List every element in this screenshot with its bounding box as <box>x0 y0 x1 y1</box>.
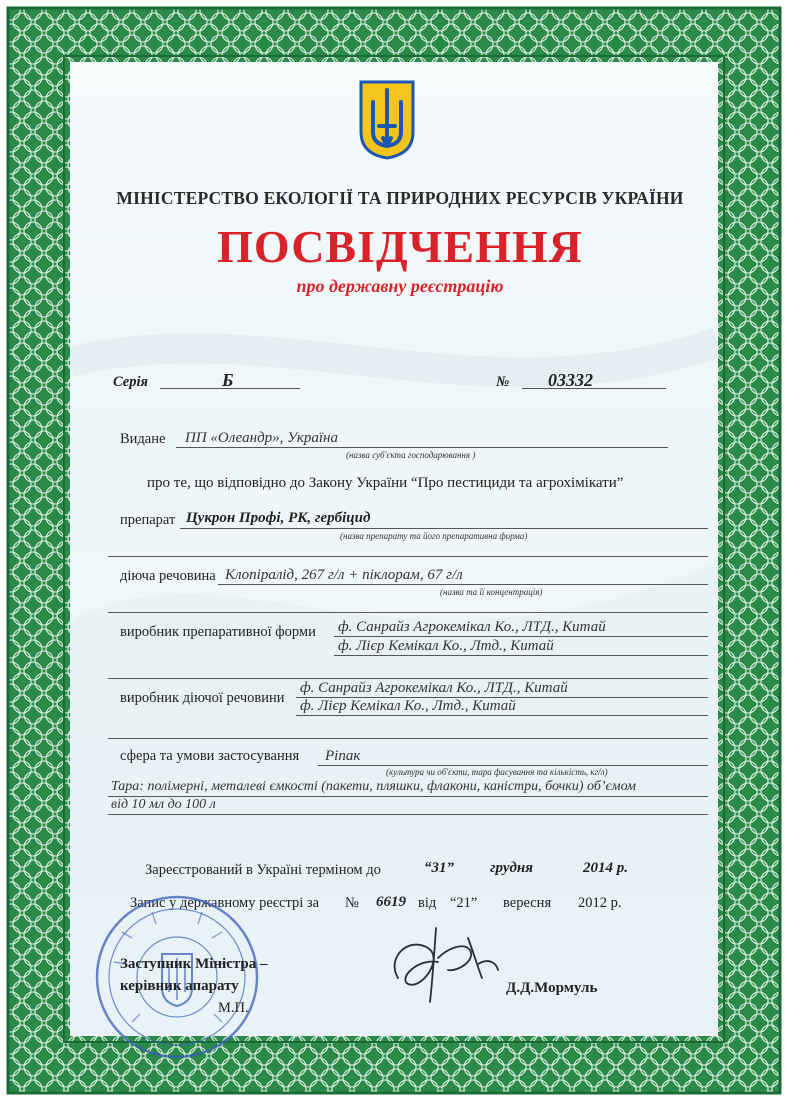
packaging-line1: Тара: полімерні, металеві ємкості (пакети, пляшки, флакони, каністри, бочки) об’ємом <box>111 779 636 794</box>
term-label: Зареєстрований в Україні терміном до <box>145 862 381 878</box>
registry-no-label: № <box>345 895 359 911</box>
term-year: 2014 р. <box>583 860 628 876</box>
handwritten-signature-icon <box>378 918 508 1008</box>
registry-label: Запис у державному реєстрі за <box>130 895 320 911</box>
formulation-manufacturer-label: виробник препаративної форми <box>120 624 316 640</box>
term-day: “31” <box>424 860 454 876</box>
formulation-manufacturer-line2: ф. Лієр Кемікал Ко., Лтд., Китай <box>338 638 554 654</box>
active-substance-label: діюча речовина <box>120 568 216 584</box>
certificate-subtitle: про державну реєстрацію <box>296 276 504 296</box>
ministry-name: МІНІСТЕРСТВО ЕКОЛОГІЇ ТА ПРИРОДНИХ РЕСУРСІВ УКРАЇНИ <box>116 188 684 208</box>
substance-manufacturer-label: виробник діючої речовини <box>120 690 285 706</box>
signatory-name: Д.Д.Мормуль <box>506 980 598 996</box>
active-substance-value: Клопіралід, 267 г/л + піклорам, 67 г/л <box>225 567 463 583</box>
substance-manufacturer-line1: ф. Санрайз Агрокемікал Ко., ЛТД., Китай <box>300 680 568 696</box>
coat-of-arms-icon <box>359 80 415 160</box>
product-value: Цукрон Профі, РК, гербіцид <box>186 510 371 526</box>
substance-manufacturer-line2: ф. Лієр Кемікал Ко., Лтд., Китай <box>300 698 516 714</box>
issued-label: Видане <box>120 431 166 447</box>
product-label: препарат <box>120 512 176 528</box>
number-label: № <box>496 374 510 390</box>
series-label: Серія <box>113 374 148 390</box>
registry-year: 2012 р. <box>578 895 622 911</box>
number-value: 03332 <box>548 370 593 390</box>
registry-from-label: від <box>418 895 437 911</box>
active-substance-hint: (назва та її концентрація) <box>440 587 543 597</box>
packaging-line2: від 10 мл до 100 л <box>111 797 216 812</box>
certificate-title: ПОСВІДЧЕННЯ <box>217 221 583 272</box>
signatory-position-line2: керівник апарату <box>120 978 239 994</box>
term-month: грудня <box>490 860 533 876</box>
product-hint: (назва препарату та його препаративна форма) <box>340 531 528 541</box>
registry-month: вересня <box>503 895 552 911</box>
registry-number: 6619 <box>376 894 406 910</box>
application-label: сфера та умови застосування <box>120 748 300 764</box>
series-value: Б <box>222 370 234 390</box>
stamp-place: М.П. <box>218 1000 249 1016</box>
application-hint: (культура чи об'єкти, тара фасування та кількість, кг/л) <box>386 767 608 777</box>
application-value: Ріпак <box>325 748 361 764</box>
formulation-manufacturer-line1: ф. Санрайз Агрокемікал Ко., ЛТД., Китай <box>338 619 606 635</box>
registry-day: “21” <box>450 895 478 911</box>
law-statement: про те, що відповідно до Закону України “Про пестициди та агрохімікати” <box>147 475 624 491</box>
issued-hint: (назва суб'єкта господарювання ) <box>346 450 476 460</box>
signatory-position-line1: Заступник Міністра – <box>120 956 268 972</box>
issued-value: ПП «Олеандр», Україна <box>185 430 338 446</box>
official-stamp-icon <box>92 892 262 1062</box>
